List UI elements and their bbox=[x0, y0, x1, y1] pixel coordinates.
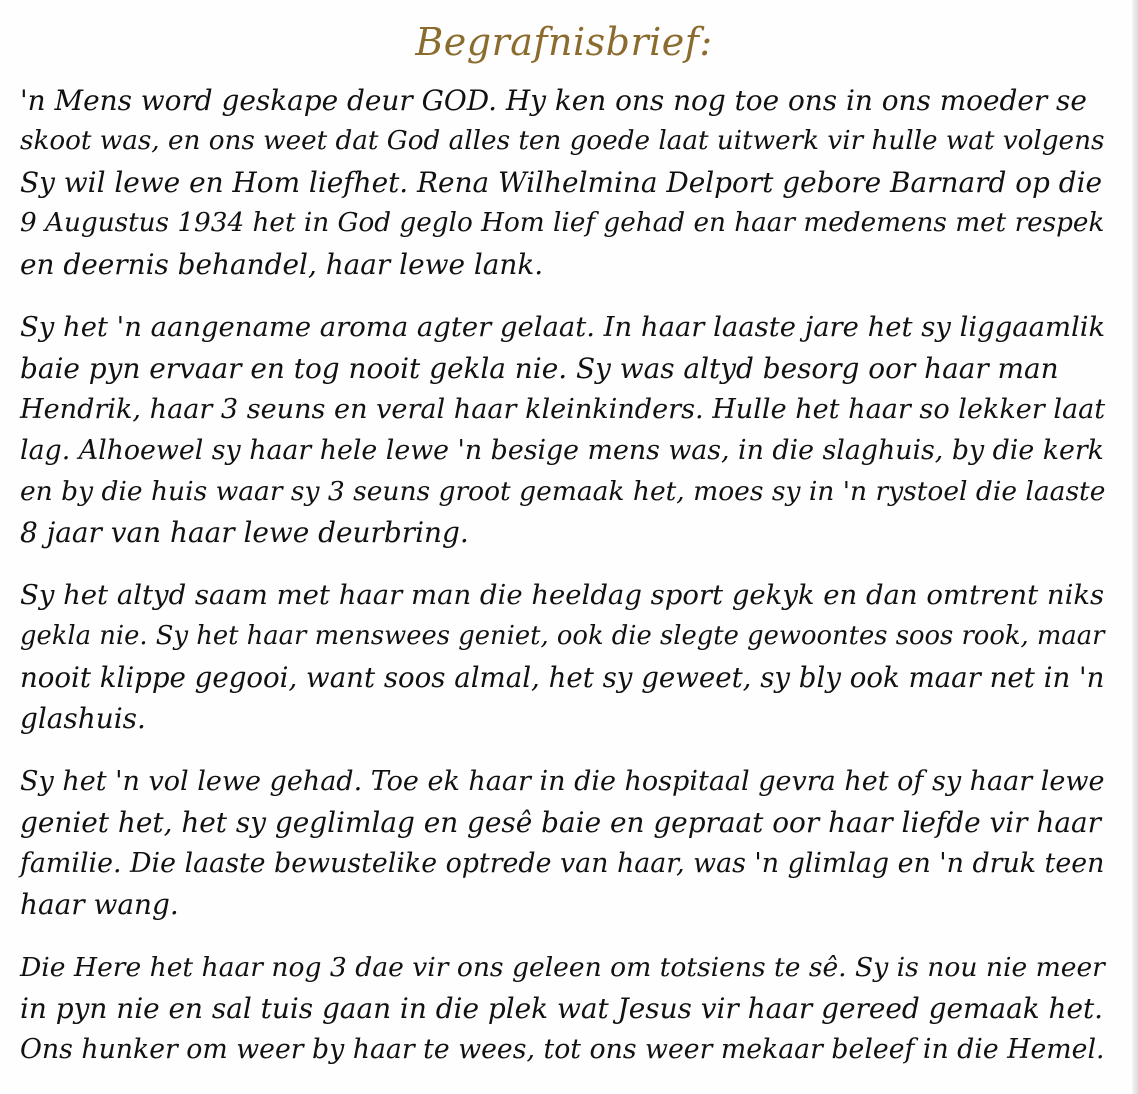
paragraph-spacer bbox=[20, 285, 1108, 307]
text-line: Die Here het haar nog 3 dae vir ons geleen om totsiens te sê. Sy is nou nie meer bbox=[20, 952, 1105, 983]
text-line: baie pyn ervaar en tog nooit gekla nie. Sy was altyd besorg oor haar man bbox=[20, 352, 1059, 385]
text-line: haar wang. bbox=[20, 888, 179, 921]
text-line: Sy het 'n aangename aroma agter gelaat. In haar laaste jare het sy liggaamlik bbox=[20, 312, 1106, 343]
text-line: Ons hunker om weer by haar te wees, tot ons weer mekaar beleef in die Hemel. bbox=[20, 1034, 1105, 1065]
text-line: Sy wil lewe en Hom liefhet. Rena Wilhelmina Delport gebore Barnard op die bbox=[20, 166, 1103, 199]
paragraph-spacer bbox=[20, 739, 1108, 761]
text-line: gekla nie. Sy het haar menswees geniet, ook die slegte gewoontes soos rook, maar bbox=[20, 621, 1105, 651]
text-line: in pyn nie en sal tuis gaan in die plek wat Jesus vir haar gereed gemaak het. bbox=[20, 992, 1104, 1025]
text-line: glashuis. bbox=[20, 702, 146, 735]
text-line: nooit klippe gegooi, want soos almal, het sy geweet, sy bly ook maar net in 'n bbox=[20, 661, 1105, 694]
text-line: familie. Die laaste bewustelike optrede van haar, was 'n glimlag en 'n druk teen bbox=[20, 848, 1105, 879]
paragraph-spacer bbox=[20, 553, 1108, 575]
text-line: lag. Alhoewel sy haar hele lewe 'n besige mens was, in die slaghuis, by die kerk bbox=[20, 435, 1104, 466]
text-line: Hendrik, haar 3 seuns en veral haar kleinkinders. Hulle het haar so lekker laat bbox=[20, 394, 1106, 425]
paragraph-3 bbox=[20, 575, 1108, 739]
paper-edge bbox=[1132, 0, 1138, 1094]
text-line: Sy het 'n vol lewe gehad. Toe ek haar in die hospitaal gevra het of sy haar lewe bbox=[20, 766, 1105, 797]
text-line: geniet het, het sy geglimlag en gesê baie en gepraat oor haar liefde vir haar bbox=[20, 806, 1101, 839]
text-line: 9 Augustus 1934 het in God geglo Hom lief gehad en haar medemens met respek bbox=[20, 208, 1105, 238]
text-line: Sy het altyd saam met haar man die heeldag sport gekyk en dan omtrent niks bbox=[20, 579, 1105, 611]
page-title: Begrafnisbrief: bbox=[415, 20, 713, 64]
text-line: 8 jaar van haar lewe deurbring. bbox=[20, 516, 469, 549]
paragraph-1 bbox=[20, 80, 1108, 285]
letter-body bbox=[20, 80, 1108, 1070]
text-line: en deernis behandel, haar lewe lank. bbox=[20, 248, 544, 281]
paragraph-2 bbox=[20, 307, 1108, 553]
text-line: en by die huis waar sy 3 seuns groot gemaak het, moes sy in 'n rystoel die laaste bbox=[20, 476, 1106, 507]
paragraph-spacer bbox=[20, 925, 1108, 947]
paragraph-5 bbox=[20, 947, 1108, 1070]
text-line: 'n Mens word geskape deur GOD. Hy ken ons nog toe ons in ons moeder se bbox=[20, 84, 1087, 117]
text-line: skoot was, en ons weet dat God alles ten goede laat uitwerk vir hulle wat volgens bbox=[20, 126, 1105, 156]
paragraph-4 bbox=[20, 761, 1108, 925]
